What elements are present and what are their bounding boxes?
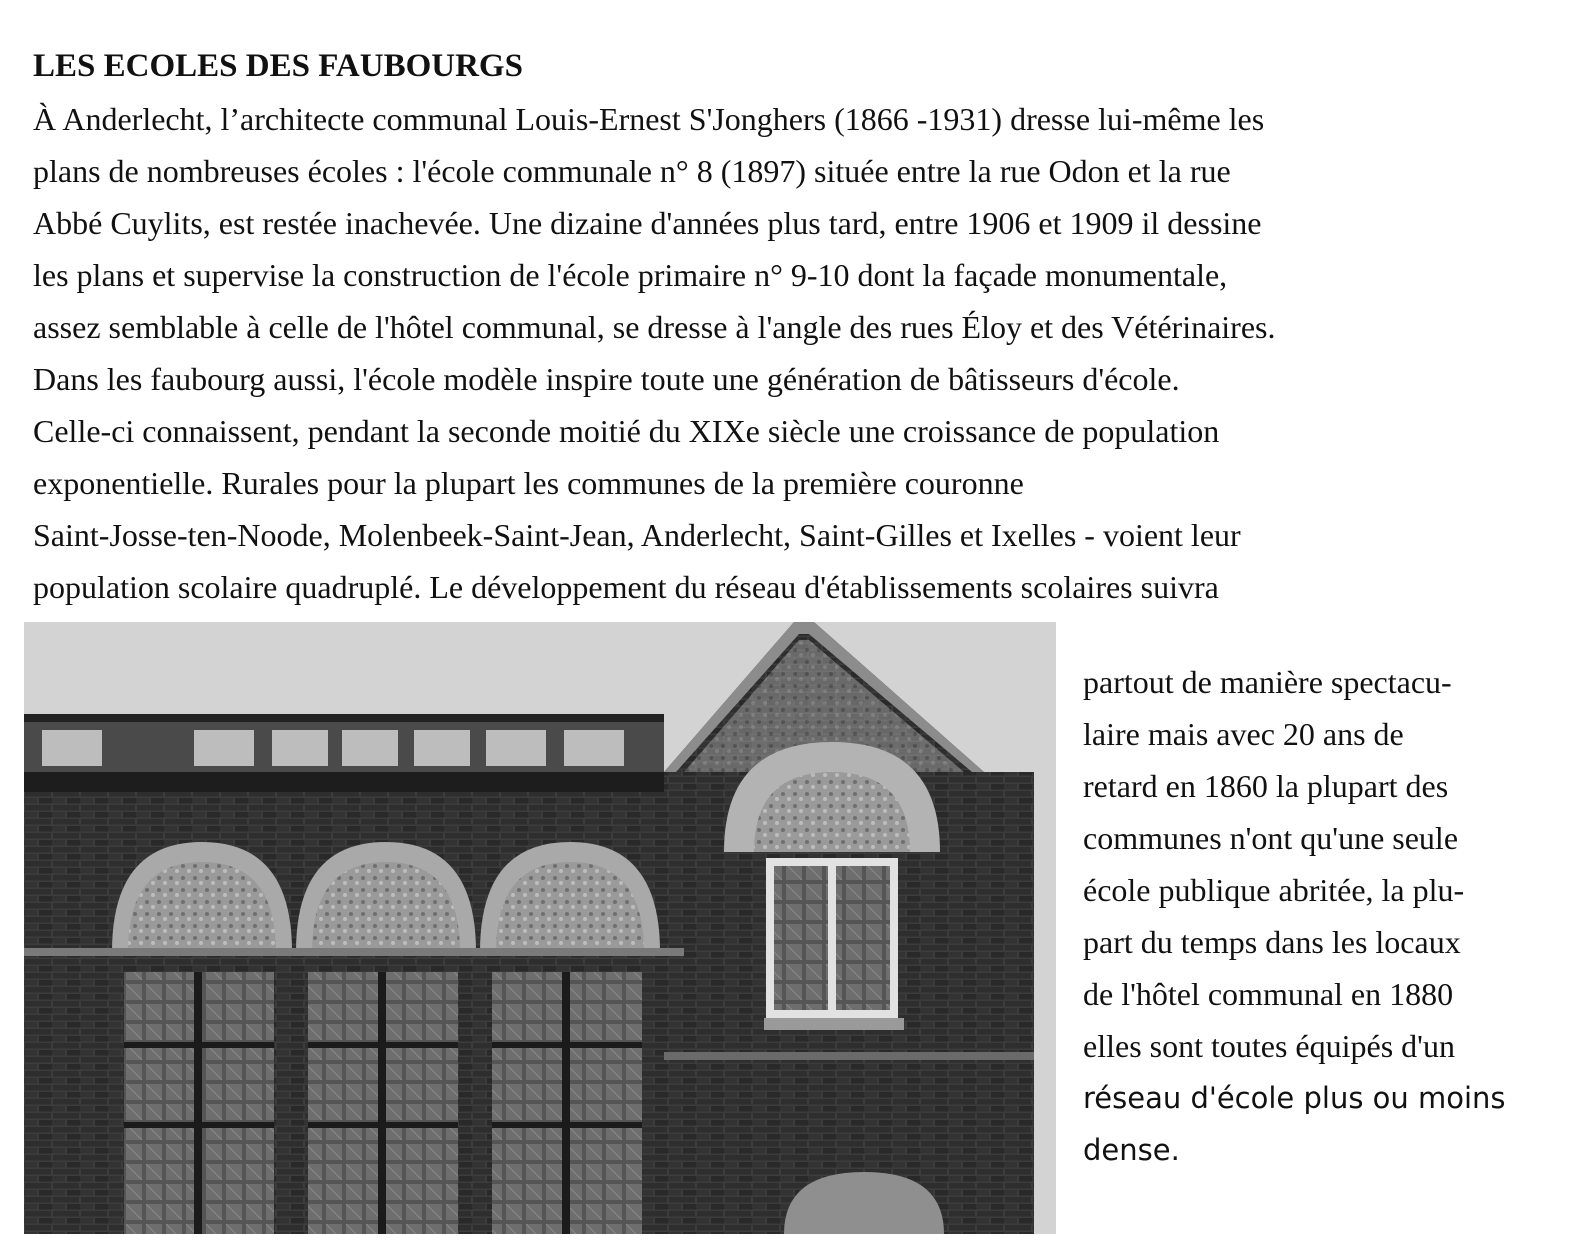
body-line: Saint-Josse-ten-Noode, Molenbeek-Saint-Jean, Anderlecht, Saint-Gilles et Ixelles - voient leur xyxy=(33,517,1241,553)
school-facade-photo xyxy=(24,622,1056,1234)
side-line: école publique abritée, la plu- xyxy=(1083,872,1465,908)
side-line: partout de manière spectacu- xyxy=(1083,664,1452,700)
body-line: À Anderlecht, l’architecte communal Louis-Ernest S'Jonghers (1866 -1931) dresse lui-même les xyxy=(33,101,1265,137)
side-line: de l'hôtel communal en 1880 xyxy=(1083,976,1454,1012)
side-line: retard en 1860 la plupart des xyxy=(1083,768,1449,804)
body-line: Celle-ci connaissent, pendant la seconde moitié du XIXe siècle une croissance de population xyxy=(33,413,1220,449)
body-line: les plans et supervise la construction de l'école primaire n° 9-10 dont la façade monumentale, xyxy=(33,257,1228,293)
body-line: population scolaire quadruplé. Le développement du réseau d'établissements scolaires suivra xyxy=(33,569,1219,605)
body-text xyxy=(33,93,1573,613)
side-line: dense. xyxy=(1083,1133,1180,1167)
body-line: plans de nombreuses écoles : l'école communale n° 8 (1897) située entre la rue Odon et la rue xyxy=(33,153,1231,189)
side-text xyxy=(1083,656,1583,1176)
side-line: communes n'ont qu'une seule xyxy=(1083,820,1459,856)
side-line: laire mais avec 20 ans de xyxy=(1083,716,1404,752)
section-heading: LES ECOLES DES FAUBOURGS xyxy=(33,48,523,84)
side-line: réseau d'école plus ou moins xyxy=(1083,1081,1506,1115)
body-line: exponentielle. Rurales pour la plupart les communes de la première couronne xyxy=(33,465,1024,501)
body-line: Abbé Cuylits, est restée inachevée. Une dizaine d'années plus tard, entre 1906 et 1909 il dessine xyxy=(33,205,1262,241)
side-line: elles sont toutes équipés d'un xyxy=(1083,1028,1455,1064)
side-line: part du temps dans les locaux xyxy=(1083,924,1461,960)
body-line: assez semblable à celle de l'hôtel communal, se dresse à l'angle des rues Éloy et des Vétérinaires. xyxy=(33,309,1276,345)
body-line: Dans les faubourg aussi, l'école modèle inspire toute une génération de bâtisseurs d'école. xyxy=(33,361,1180,397)
